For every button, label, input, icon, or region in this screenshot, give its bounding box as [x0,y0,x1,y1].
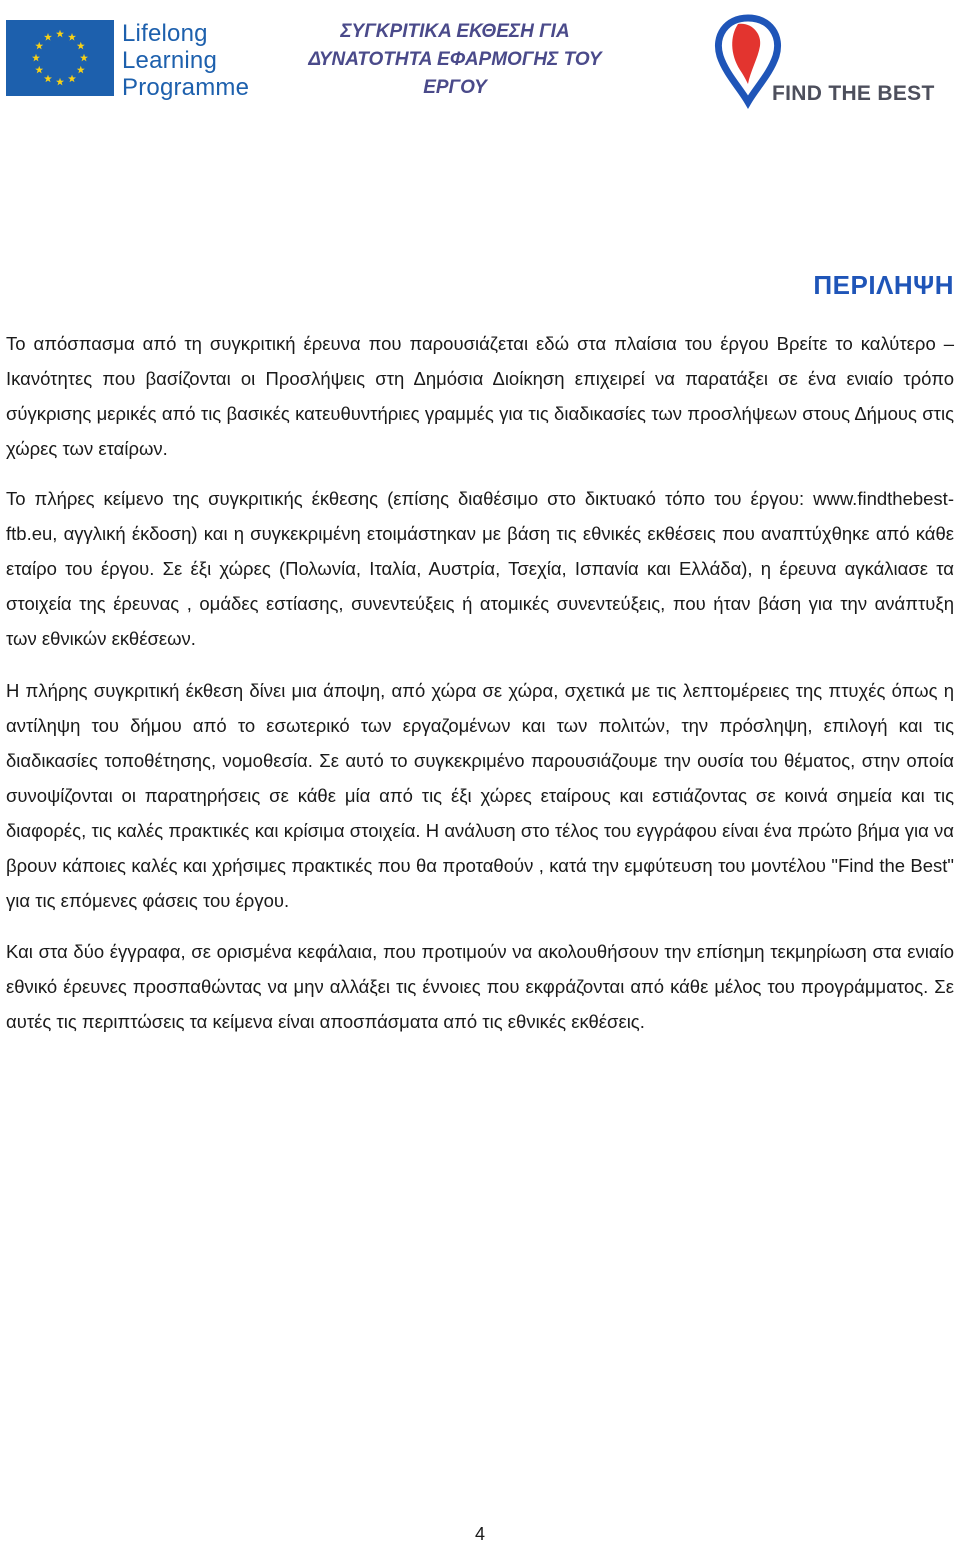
lifelong-learning-programme-logo [6,20,266,100]
paragraph: Και στα δύο έγγραφα, σε ορισμένα κεφάλαια, που προτιμούν να ακολουθήσουν την επίσημη τεκμηρίωση στα ενιαίο εθνικό έρευνες προσπαθώντας να μην αλλάξει τις έννοιες που εκφράζονται από κάθε μέλος του προγράμματος. Σε αυτές τις περιπτώσεις τα κείμενα είναι αποσπάσματα από τις εθνικές εκθέσεις. [6,941,954,1032]
llp-line-3: Programme [122,74,250,101]
paragraph: Η πλήρης συγκριτική έκθεση δίνει μια άποψη, από χώρα σε χώρα, σχετικά με τις λεπτομέρειες της πτυχές όπως η αντίληψη του δήμου από το εσωτερικό των εργαζομένων και των πολιτών, την πρόσληψη, επιλογή και τις διαδικασίες τοποθέτησης, νομοθεσία. Σε αυτό το συγκεκριμένο παρουσιάζουμε την ουσία του θέματος, στην οποία συνοψίζονται οι παρατηρήσεις σε κάθε μία από τις έξι χώρες εταίρους και εστιάζοντας σε κοινά σημεία και τις διαφορές, τις καλές πρακτικές και κρίσιμα στοιχεία. Η ανάλυση στο τέλος του εγγράφου είναι ένα πρώτο βήμα για να βρουν κάποιες καλές και χρήσιμες πρακτικές που θα προταθούν , κατά την εμφύτευση του μοντέλου "Find the Best" για τις επόμενες φάσεις του έργου. [6,680,954,911]
ftb-logo-text: FIND THE BEST [772,82,935,105]
section-heading: ΠΕΡΙΛΗΨΗ [813,270,954,300]
paragraph: Το πλήρες κείμενο της συγκριτικής έκθεσης (επίσης διαθέσιμο στο δικτυακό τόπο του έργου: www.findthebest-ftb.eu, αγγλική έκδοση) και η συγκεκριμένη ετοιμάστηκαν με βάση τις εθνικές εκθέσεις που αναπτύχθηκε από κάθε εταίρο του έργου. Σε έξι χώρες (Πολωνία, Ιταλία, Αυστρία, Τσεχία, Ισπανία και Ελλάδα), η έρευνα αγκάλιασε τα στοιχεία της έρευνας , ομάδες εστίασης, συνεντεύξεις ή ατομικές συνεντεύξεις, που ήταν βάση για την ανάπτυξη των εθνικών εκθέσεων. [6,488,954,649]
header-title-line-1: ΣΥΓΚΡΙΤΙΚΑ ΕΚΘΕΣΗ ΓΙΑ [340,21,570,42]
find-the-best-logo [708,10,938,110]
document-body [6,326,954,1039]
paragraph: Το απόσπασμα από τη συγκριτική έρευνα που παρουσιάζεται εδώ στα πλαίσια του έργου Βρείτε το καλύτερο – Ικανότητες που βασίζονται οι Προσλήψεις στη Δημόσια Διοίκηση επιχειρεί να παρατάξει σε ένα ενιαίο τρόπο σύγκρισης μερικές από τις βασικές κατευθυντήριες γραμμές για τις διαδικασίες των προσλήψεων στους Δήμους στις χώρες των εταίρων. [6,333,954,459]
llp-logo-text [122,20,249,101]
eu-flag-icon [6,20,114,96]
page-number: 4 [474,1524,485,1544]
header-title-line-3: ΕΡΓΟΥ [423,77,487,98]
llp-line-2: Learning [122,47,218,74]
page-header [0,0,960,120]
llp-line-1: Lifelong [122,20,208,47]
document-header-title [300,18,610,102]
header-title-line-2: ΔΥΝΑΤΟΤΗΤΑ ΕΦΑΡΜΟΓΗΣ ΤΟΥ [308,49,602,70]
